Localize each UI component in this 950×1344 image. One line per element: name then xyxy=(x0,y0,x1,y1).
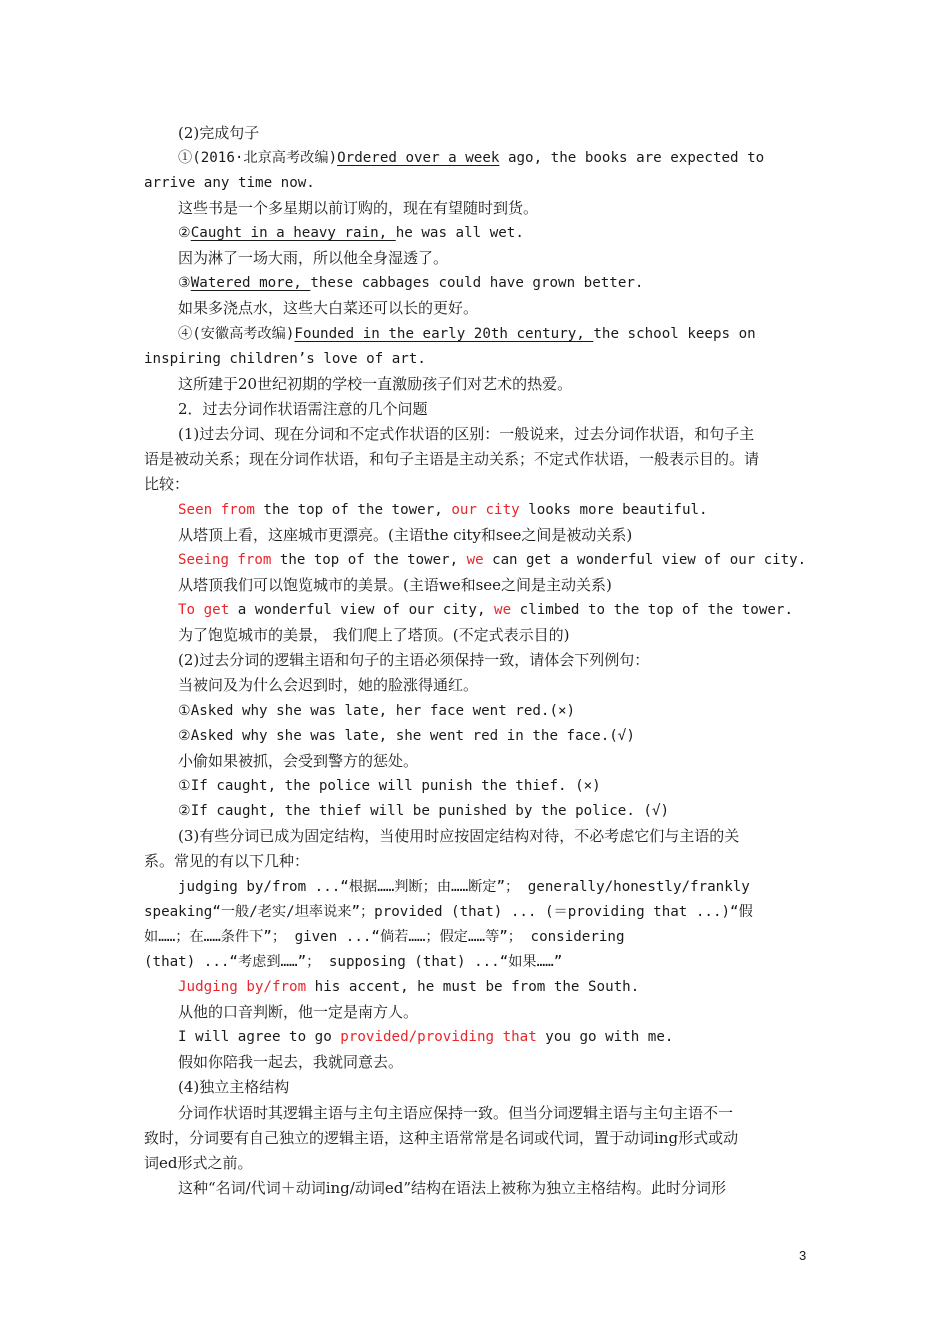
highlight: Judging by/from xyxy=(178,979,307,995)
paragraph-1-line-1: (1)过去分词、现在分词和不定式作状语的区别：一般说来，过去分词作状语，和句子主 xyxy=(178,425,755,443)
page-number: 3 xyxy=(799,1248,807,1263)
highlight: To get xyxy=(178,602,230,618)
paragraph-1-line-2: 语是被动关系；现在分词作状语，和句子主语是主动关系；不定式作状语，一般表示目的。请 xyxy=(144,450,760,468)
example-to-get-translation: 为了饱览城市的美景， 我们爬上了塔顶。(不定式表示目的) xyxy=(178,626,570,644)
highlight: Seeing from xyxy=(178,552,272,568)
example-wrong: ①Asked why she was late, her face went red.(×) xyxy=(178,703,576,719)
example-translation: 小偷如果被抓，会受到警方的惩处。 xyxy=(178,752,419,770)
example-seeing xyxy=(178,550,806,570)
example-right: ②If caught, the thief will be punished by the police. (√) xyxy=(178,803,670,819)
exercise-2-translation: 因为淋了一场大雨，所以他全身湿透了。 xyxy=(178,249,449,267)
example-judging-translation: 从他的口音判断，他一定是南方人。 xyxy=(178,1003,419,1021)
example-seen xyxy=(178,500,708,520)
example-text: the top of the tower, xyxy=(254,502,452,518)
highlight: provided/providing that xyxy=(340,1029,537,1045)
exercise-4-answer: Founded in the early 20th century, xyxy=(294,326,594,342)
example-text: the top of the tower, xyxy=(271,552,467,568)
paragraph-4-line-2: 致时，分词要有自己独立的逻辑主语，这种主语常常是名词或代词，置于动词ing形式或动 xyxy=(144,1129,739,1147)
highlight: we xyxy=(494,602,512,618)
exercise-1-translation: 这些书是一个多星期以前订购的，现在有望随时到货。 xyxy=(178,199,539,217)
example-translation: 当被问及为什么会迟到时，她的脸涨得通红。 xyxy=(178,676,479,694)
fixed-phrases-line-2: speaking“一般/老实/坦率说来”；provided (that) ... (＝providing that ...)“假 xyxy=(144,904,753,920)
exercise-4-translation: 这所建于20世纪初期的学校一直激励孩子们对艺术的热爱。 xyxy=(178,375,573,393)
exercise-4-cont: inspiring children’s love of art. xyxy=(144,351,426,367)
exercise-1 xyxy=(178,148,764,168)
example-text: his accent, he must be from the South. xyxy=(306,979,640,995)
exercise-4 xyxy=(178,324,756,344)
fixed-phrases-line-3: 如……；在……条件下”； given ...“倘若……；假定……等”； considering xyxy=(144,929,625,945)
paragraph-3-line-1: (3)有些分词已成为固定结构，当使用时应按固定结构对待，不必考虑它们与主语的关 xyxy=(178,827,740,845)
example-text: can get a wonderful view of our city. xyxy=(483,552,807,568)
example-text: a wonderful view of our city, xyxy=(229,602,495,618)
example-provided xyxy=(178,1027,673,1047)
exercise-3-rest: these cabbages could have grown better. xyxy=(310,275,644,291)
example-seen-translation: 从塔顶上看，这座城市更漂亮。(主语the city和see之间是被动关系) xyxy=(178,526,633,544)
paragraph-5-line-1: 这种“名词/代词＋动词ing/动词ed”结构在语法上被称为独立主格结构。此时分词形 xyxy=(178,1179,726,1197)
example-text: climbed to the top of the tower. xyxy=(511,602,794,618)
exercise-2 xyxy=(178,223,524,243)
exercise-2-num: ② xyxy=(178,225,191,241)
section-heading-absolute: (4)独立主格结构 xyxy=(178,1078,290,1096)
highlight: our city xyxy=(451,502,520,518)
exercise-2-rest: he was all wet. xyxy=(395,225,524,241)
section-heading-complete-sentences: (2)完成句子 xyxy=(178,124,260,142)
paragraph-4-line-3: 词ed形式之前。 xyxy=(144,1154,253,1172)
exercise-3-num: ③ xyxy=(178,275,191,291)
paragraph-1-line-3: 比较： xyxy=(144,475,190,493)
example-to-get xyxy=(178,600,793,620)
exercise-1-rest: ago, the books are expected to xyxy=(499,150,765,166)
example-judging xyxy=(178,977,639,997)
exercise-4-source: ④(安徽高考改编) xyxy=(178,326,295,342)
exercise-2-answer: Caught in a heavy rain, xyxy=(190,225,396,241)
exercise-3 xyxy=(178,273,643,293)
highlight: we xyxy=(466,552,484,568)
exercise-1-answer: Ordered over a week xyxy=(337,150,500,166)
example-text: looks more beautiful. xyxy=(519,502,708,518)
highlight: Seen from xyxy=(178,502,255,518)
example-text: you go with me. xyxy=(536,1029,674,1045)
example-wrong: ①If caught, the police will punish the thief. (×) xyxy=(178,778,601,794)
section-heading-2: 2．过去分词作状语需注意的几个问题 xyxy=(178,400,428,418)
exercise-4-rest: the school keeps on xyxy=(593,326,756,342)
fixed-phrases-line-4: (that) ...“考虑到……”； supposing (that) ...“如果……” xyxy=(144,954,563,970)
exercise-3-translation: 如果多浇点水，这些大白菜还可以长的更好。 xyxy=(178,299,479,317)
exercise-3-answer: Watered more, xyxy=(190,275,311,291)
fixed-phrases-line-1: judging by/from ...“根据……判断；由……断定”； generally/honestly/frankly xyxy=(178,879,750,895)
exercise-1-cont: arrive any time now. xyxy=(144,175,315,191)
example-right: ②Asked why she was late, she went red in the face.(√) xyxy=(178,728,635,744)
exercise-1-source: ①(2016·北京高考改编) xyxy=(178,150,338,166)
paragraph-4-line-1: 分词作状语时其逻辑主语与主句主语应保持一致。但当分词逻辑主语与主句主语不一 xyxy=(178,1104,734,1122)
example-seeing-translation: 从塔顶我们可以饱览城市的美景。(主语we和see之间是主动关系) xyxy=(178,576,612,594)
paragraph-2: (2)过去分词的逻辑主语和句子的主语必须保持一致，请体会下列例句： xyxy=(178,651,650,669)
paragraph-3-line-2: 系。常见的有以下几种： xyxy=(144,852,310,870)
example-text: I will agree to go xyxy=(178,1029,341,1045)
example-provided-translation: 假如你陪我一起去，我就同意去。 xyxy=(178,1053,404,1071)
